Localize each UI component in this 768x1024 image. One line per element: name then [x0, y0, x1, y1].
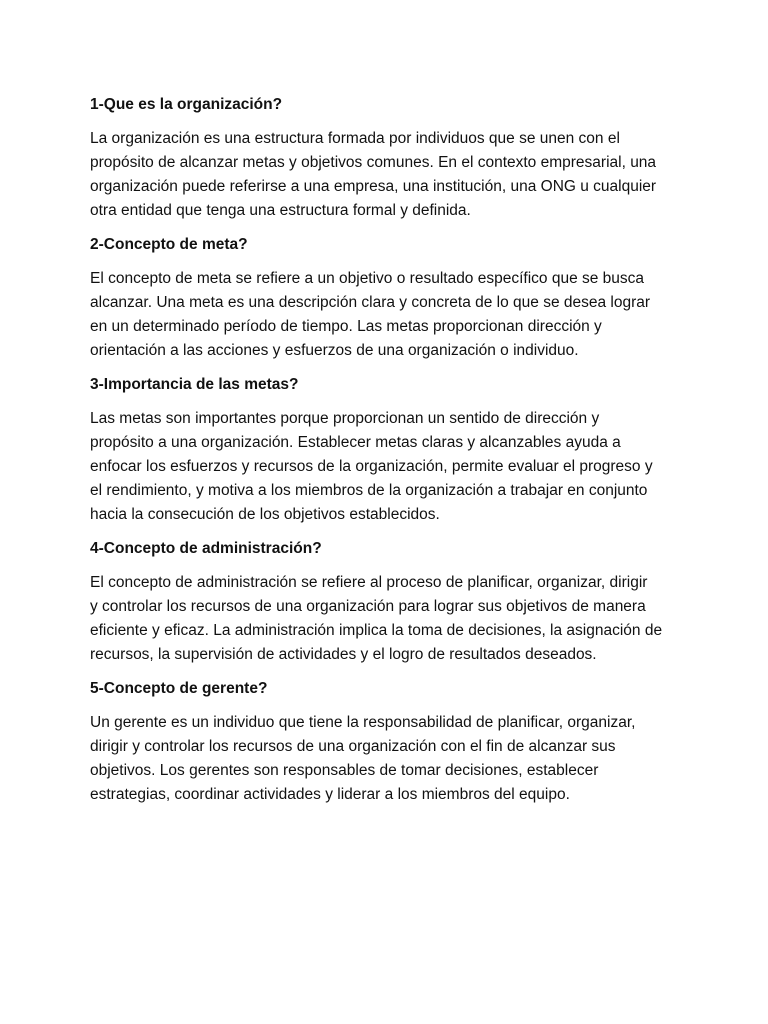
- section-paragraph: [90, 127, 690, 223]
- section-meta: [90, 233, 690, 363]
- paragraph-line: recursos, la supervisión de actividades y el logro de resultados deseados.: [90, 646, 597, 663]
- paragraph-line: otra entidad que tenga una estructura formal y definida.: [90, 202, 471, 219]
- paragraph-line: organización puede referirse a una empresa, una institución, una ONG u cualquier: [90, 178, 657, 195]
- section-gerente: [90, 677, 690, 807]
- section-heading: 2-Concepto de meta?: [90, 236, 248, 253]
- paragraph-line: propósito a una organización. Establecer metas claras y alcanzables ayuda a: [90, 434, 621, 451]
- section-heading: 1-Que es la organización?: [90, 96, 283, 113]
- section-organizacion: [90, 93, 690, 223]
- paragraph-line: alcanzar. Una meta es una descripción clara y concreta de lo que se desea lograr: [90, 294, 651, 311]
- section-heading: 4-Concepto de administración?: [90, 540, 322, 557]
- paragraph-line: El concepto de meta se refiere a un objetivo o resultado específico que se busca: [90, 270, 645, 287]
- paragraph-line: estrategias, coordinar actividades y liderar a los miembros del equipo.: [90, 786, 570, 803]
- paragraph-line: Las metas son importantes porque proporcionan un sentido de dirección y: [90, 410, 600, 427]
- paragraph-line: dirigir y controlar los recursos de una organización con el fin de alcanzar sus: [90, 738, 616, 755]
- paragraph-line: enfocar los esfuerzos y recursos de la organización, permite evaluar el progreso y: [90, 458, 653, 475]
- paragraph-line: el rendimiento, y motiva a los miembros de la organización a trabajar en conjunto: [90, 482, 648, 499]
- paragraph-line: propósito de alcanzar metas y objetivos comunes. En el contexto empresarial, una: [90, 154, 657, 171]
- section-paragraph: [90, 571, 690, 667]
- paragraph-line: orientación a las acciones y esfuerzos de una organización o individuo.: [90, 342, 579, 359]
- section-paragraph: [90, 711, 690, 807]
- section-administracion: [90, 537, 690, 667]
- paragraph-line: objetivos. Los gerentes son responsables de tomar decisiones, establecer: [90, 762, 599, 779]
- paragraph-line: El concepto de administración se refiere al proceso de planificar, organizar, dirigir: [90, 574, 648, 591]
- section-paragraph: [90, 407, 690, 527]
- section-importancia-metas: [90, 373, 690, 527]
- paragraph-line: La organización es una estructura formada por individuos que se unen con el: [90, 130, 620, 147]
- document-body: [90, 93, 690, 817]
- paragraph-line: eficiente y eficaz. La administración implica la toma de decisiones, la asignación de: [90, 622, 663, 639]
- section-heading: 3-Importancia de las metas?: [90, 376, 299, 393]
- section-paragraph: [90, 267, 690, 363]
- paragraph-line: hacia la consecución de los objetivos establecidos.: [90, 506, 440, 523]
- paragraph-line: en un determinado período de tiempo. Las metas proporcionan dirección y: [90, 318, 602, 335]
- paragraph-line: Un gerente es un individuo que tiene la responsabilidad de planificar, organizar,: [90, 714, 636, 731]
- section-heading: 5-Concepto de gerente?: [90, 680, 268, 697]
- paragraph-line: y controlar los recursos de una organización para lograr sus objetivos de manera: [90, 598, 646, 615]
